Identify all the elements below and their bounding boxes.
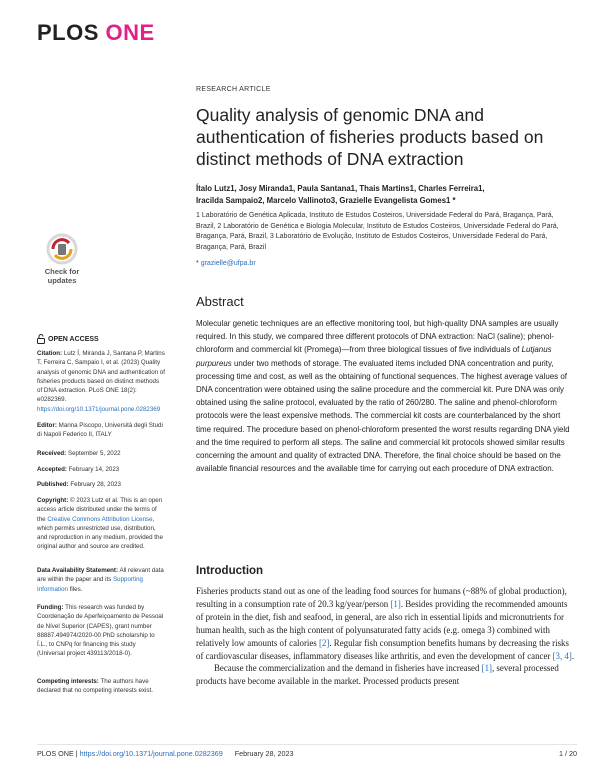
open-access-text: OPEN ACCESS — [48, 335, 99, 343]
published-date: February 28, 2023 — [70, 481, 121, 488]
abstract-body — [196, 317, 576, 475]
article-title: Quality analysis of genomic DNA and authentication of fisheries products based on distinct methods of DNA extraction — [196, 105, 544, 169]
funding-block — [37, 603, 165, 659]
footer-separator: | — [73, 749, 80, 758]
received-date: September 5, 2022 — [67, 450, 121, 457]
data-availability-label: Data Availability Statement: — [37, 567, 119, 574]
corresponding-author — [196, 260, 256, 267]
ref-link-2[interactable]: [2] — [318, 637, 330, 648]
intro-p1-text-c: . Regular fish consumption benefits humans by decreasing the risks of cardiovascular diseases, inflammatory diseases like arthritis, and even the development of cancer — [196, 637, 569, 661]
copyright-text-2: , which permits unrestricted use, distribution, and reproduction in any medium, provided the original author and source are credited. — [37, 515, 163, 551]
badge-line-1: Check for — [44, 267, 80, 276]
copyright-block — [37, 496, 165, 552]
accepted-date: February 14, 2023 — [68, 466, 120, 473]
received-label: Received: — [37, 450, 67, 457]
intro-p1-text-b: . Besides providing the recommended amounts of protein in the diet, fish and seafood, in general, are also rich in essential lipids and micronutrients for human health, such as the high content of polyunsaturated fatty acids (e.g. omega 3) combined with relatively low amounts of calories — [196, 598, 568, 648]
accepted-block — [37, 465, 165, 474]
open-lock-icon — [37, 334, 45, 344]
journal-logo — [37, 20, 155, 46]
logo-plos: PLOS — [37, 20, 99, 45]
intro-p2-text-a: Because the commercialization and the demand in fisheries have increased — [214, 663, 482, 674]
open-access-label — [37, 334, 99, 344]
supporting-information-link[interactable]: Supporting Information — [37, 576, 143, 593]
affiliations: 1 Laboratório de Genética Aplicada, Instituto de Estudos Costeiros, Universidade Federal do Pará, Bragança, Pará, Brazil, 2 Laboratório de Genética e Biologia Molecular, Instituto de Estudos Costeiros, Universidade Federal do Pará, Bragança, Pará, Brazil, 3 Laboratório de Evolução, Instituto de Estudos Costeiros, Universidade Federal do Pará, Bragança, Pará, Brazil — [196, 212, 559, 251]
intro-p2-text-b: , several processed products have become available in the market. Processed products present — [196, 663, 559, 687]
competing-interests-label: Competing interests: — [37, 678, 99, 685]
abstract-text-2: under two methods of storage. The evaluated items included DNA concentration and purity, processing time and cost, as well as the obtaining of functional sequences. The highest average values of DNA concentration were obtained using the saline procedure and the commercial kit. Pure DNA was only obtained using the saline protocol, evaluated by the ratio of 260/280. The saline and phenol-chloroform protocols were the least expensive methods. The commercial kit costs are counterbalanced by the short time required. The procedure based on phenol-chloroform presented the worst results regarding DNA yield and the time required to perform all steps. The saline and commercial kit protocols showed similar results concerning the amount and quality of extracted DNA. Therefore, the final choice should be based on the available financial resources and the available time for carrying out each procedure of DNA extraction. — [196, 358, 570, 474]
ref-link-3-4[interactable]: [3, 4] — [552, 650, 572, 661]
footer-date: February 28, 2023 — [234, 749, 294, 758]
abstract-heading: Abstract — [196, 294, 244, 309]
license-link[interactable]: Creative Commons Attribution License — [47, 515, 153, 523]
editor-block — [37, 421, 165, 440]
competing-interests-text: The authors have declared that no competing interests exist. — [37, 678, 153, 695]
introduction-body — [196, 585, 576, 688]
received-block — [37, 449, 165, 458]
abstract-species: Lutjanus purpureus — [196, 345, 552, 368]
editor-label: Editor: — [37, 422, 57, 429]
citation-doi-link[interactable]: https://doi.org/10.1371/journal.pone.0282369 — [37, 405, 161, 413]
page-number: 1 / 20 — [559, 749, 577, 758]
intro-p1-text-a: Fisheries products stand out as one of the leading food sources for humans (~88% of global production), resulting in a consumption rate of 20.3 kg/year/person — [196, 586, 567, 609]
author-list — [196, 183, 576, 207]
corresponding-email-link[interactable]: grazielle@ufpa.br — [200, 260, 256, 267]
ref-link-1b[interactable]: [1] — [481, 663, 492, 674]
funding-label: Funding: — [37, 604, 64, 611]
copyright-label: Copyright: — [37, 497, 69, 504]
citation-label: Citation: — [37, 350, 63, 357]
badge-line-2: updates — [47, 276, 77, 285]
footer-divider — [37, 744, 577, 745]
authors-line-2[interactable]: Iracilda Sampaio2, Marcelo Vallinoto3, Grazielle Evangelista Gomes1 * — [196, 196, 456, 205]
accepted-label: Accepted: — [37, 466, 67, 473]
corresponding-mark: * — [196, 260, 199, 267]
footer-doi-link[interactable]: https://doi.org/10.1371/journal.pone.0282369 — [79, 749, 223, 758]
citation-block — [37, 349, 165, 414]
check-for-updates-icon — [38, 232, 86, 290]
authors-line-1[interactable]: Ítalo Lutz1, Josy Miranda1, Paula Santana1, Thais Martins1, Charles Ferreira1, — [196, 184, 485, 193]
logo-one: ONE — [105, 20, 155, 45]
published-block — [37, 480, 165, 489]
citation-text: Lutz Í, Miranda J, Santana P, Martins T, Ferreira C, Sampaio I, et al. (2023) Quality analysis of genomic DNA and authentication of fisheries products based on distinct methods of DNA extraction. PLoS ONE 18(2): e0282369. — [37, 350, 165, 404]
copyright-text-1: © 2023 Lutz et al. This is an open access article distributed under the terms of the — [37, 497, 163, 523]
data-availability-block — [37, 566, 165, 594]
check-for-updates-badge[interactable] — [38, 232, 86, 288]
intro-paragraph-2 — [196, 662, 576, 688]
data-availability-text-1: All relevant data are within the paper and its — [37, 567, 164, 584]
published-label: Published: — [37, 481, 69, 488]
funding-text: This research was funded by Coordenação de Aperfeiçoamento de Pessoal de Nível Superior (CAPES), grant number 88887.494974/2020-00 PhD scholarship to Í.L., to CNPq for financing this study (Universal project 439113/2018-0). — [37, 604, 164, 658]
competing-interests-block — [37, 677, 165, 696]
page-footer — [37, 749, 577, 758]
ref-link-1[interactable]: [1] — [390, 598, 401, 609]
abstract-text-1: Molecular genetic techniques are an effective monitoring tool, but high-quality DNA samples are usually required. In this study, we compared three different protocols of DNA extraction: NaCl (saline); phenol-chloroform and commercial kit (Promega)—from three biological tissues of five individuals of — [196, 319, 559, 355]
footer-journal: PLOS ONE — [37, 749, 74, 758]
data-availability-text-2: files. — [69, 585, 83, 593]
editor-text: Marina Piscopo, Università degli Studi di Napoli Federico II, ITALY — [37, 422, 163, 439]
introduction-heading: Introduction — [196, 565, 264, 577]
intro-paragraph-1 — [196, 585, 576, 662]
intro-p1-text-d: . — [571, 650, 575, 661]
article-type: RESEARCH ARTICLE — [196, 86, 271, 93]
